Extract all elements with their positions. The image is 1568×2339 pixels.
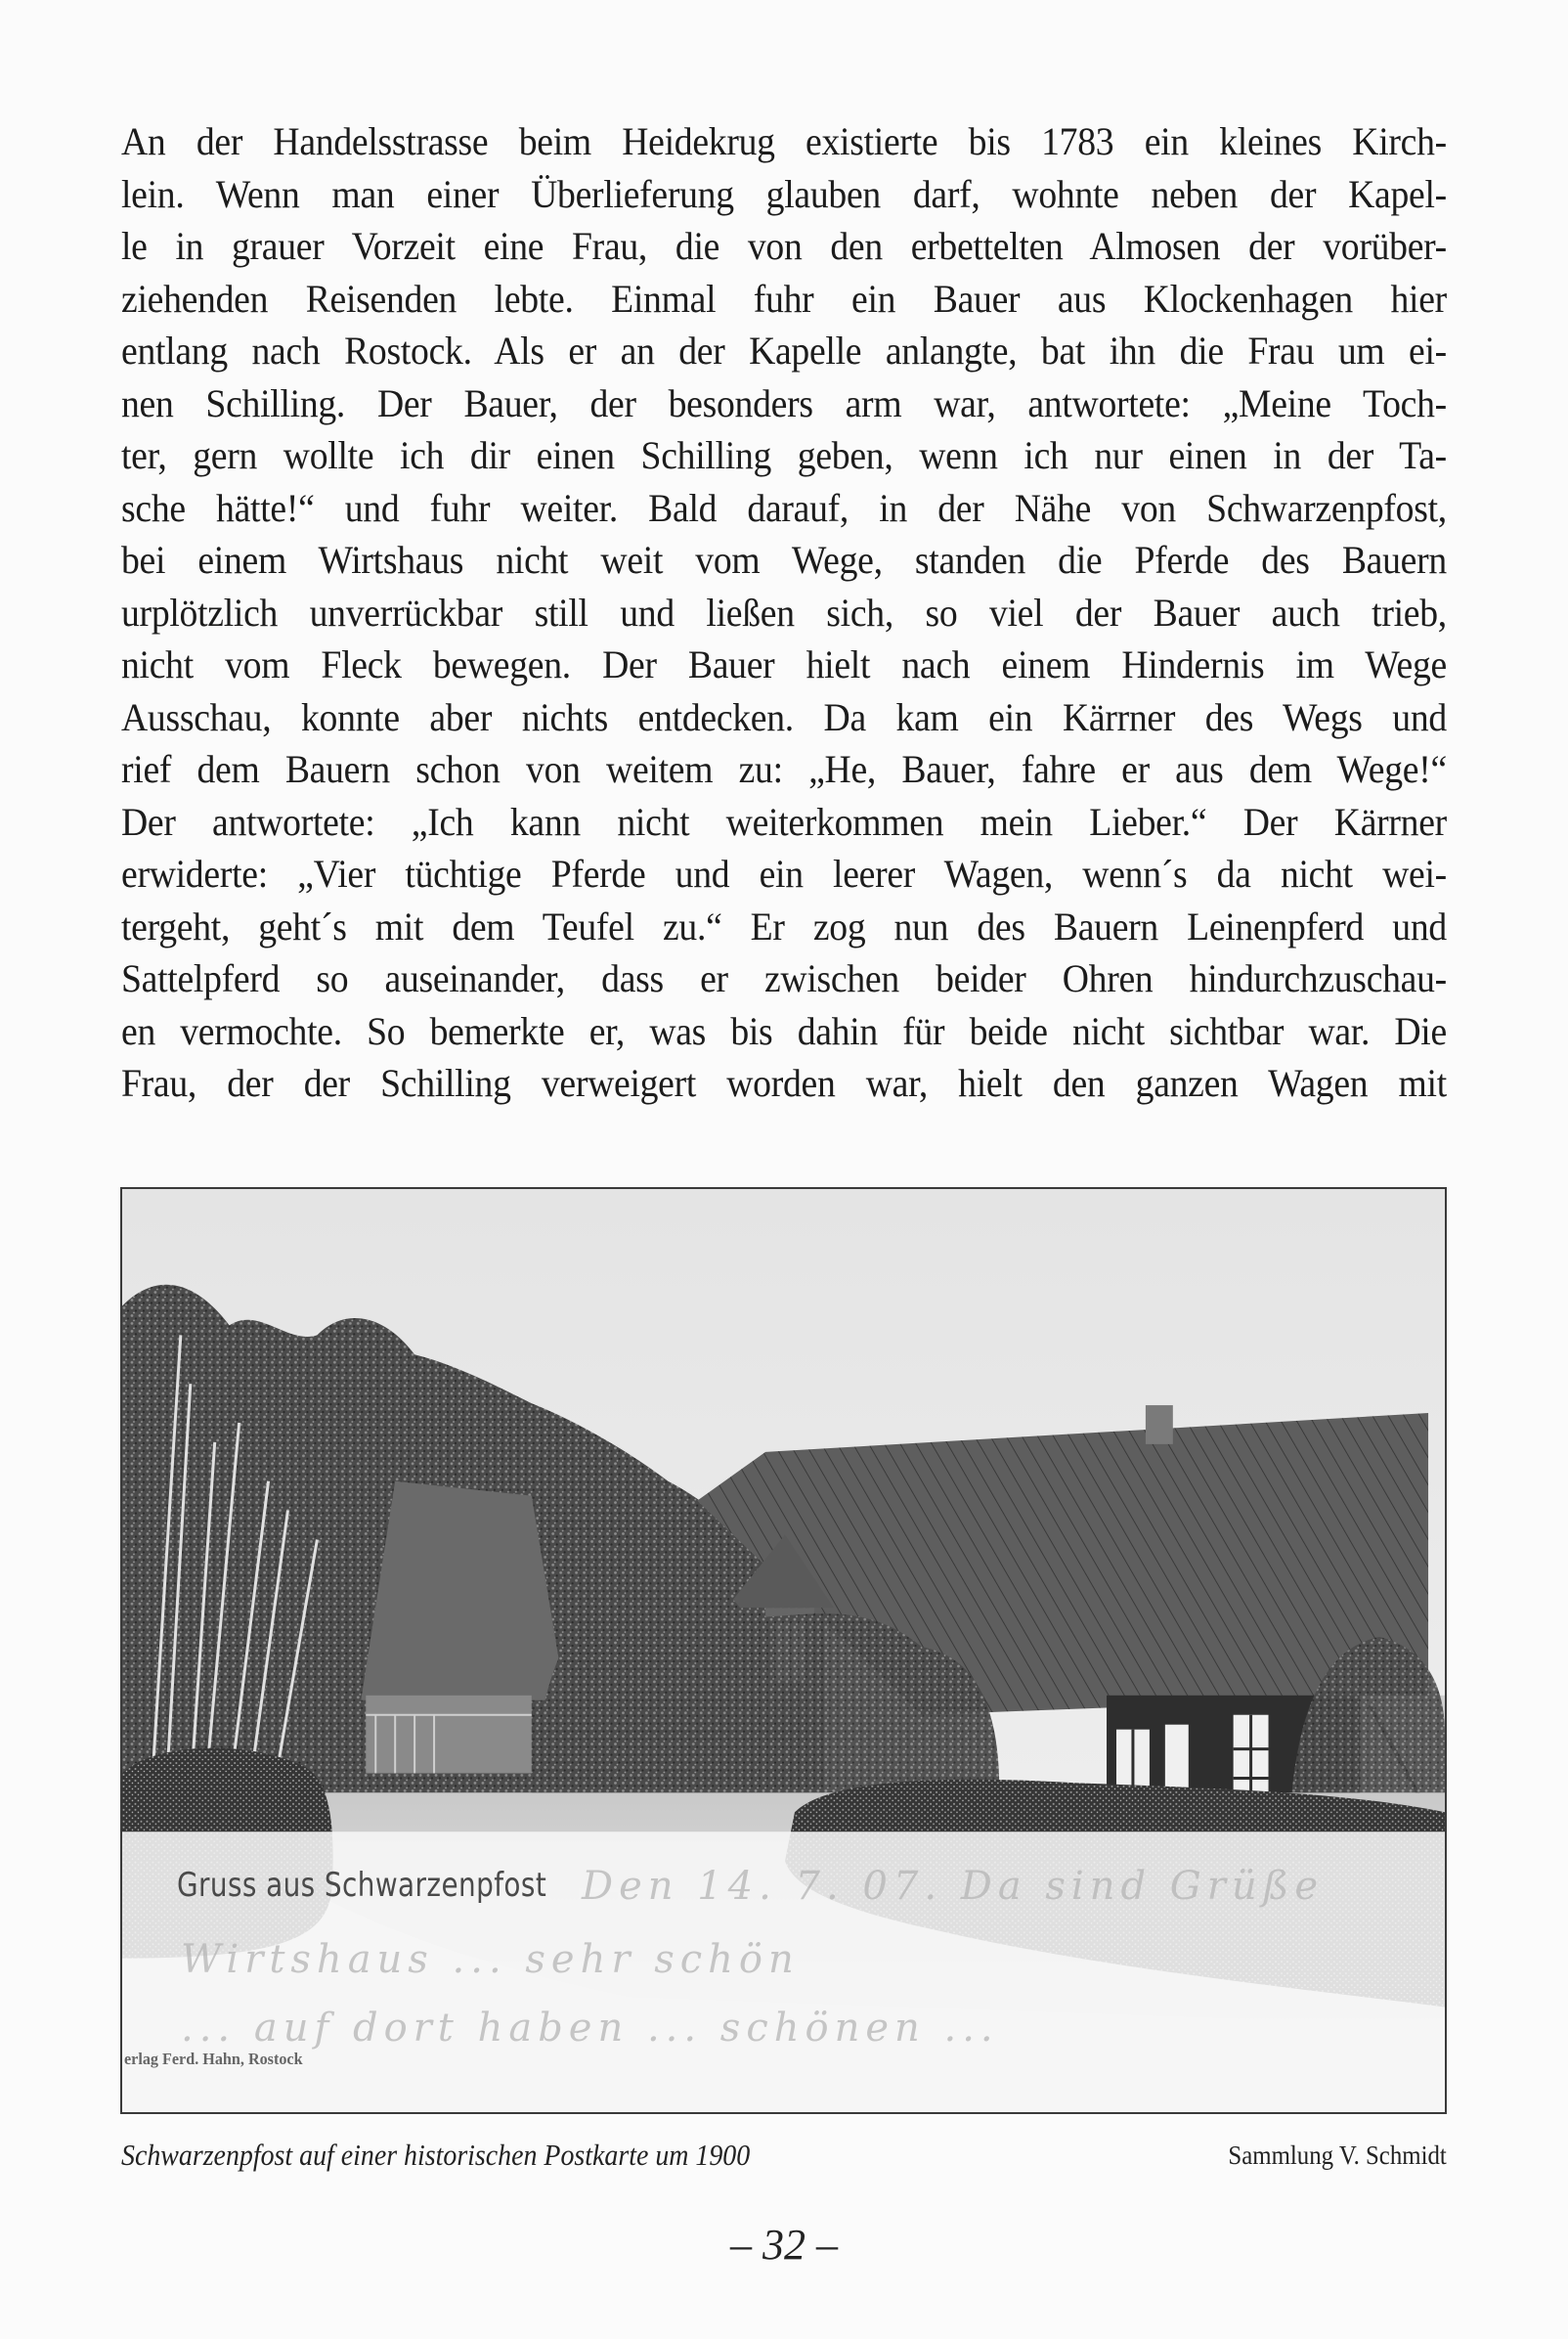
- text-line: nen Schilling. Der Bauer, der besonders arm war, antwortete: „Meine Toch-: [121, 380, 1447, 425]
- text-line: Sattelpferd so auseinander, dass er zwischen beider Ohren hindurchzuschau-: [121, 956, 1447, 1000]
- text-line: urplötzlich unverrückbar still und ließen sich, so viel der Bauer auch trieb,: [121, 590, 1447, 635]
- postcard-publisher: erlag Ferd. Hahn, Rostock: [124, 2050, 303, 2068]
- text-line: Ausschau, konnte aber nichts entdecken. Da kam ein Kärrner des Wegs und: [121, 694, 1447, 739]
- text-line: An der Handelsstrasse beim Heidekrug existierte bis 1783 ein kleines Kirch-: [121, 119, 1447, 163]
- handwritten-note: Wirtshaus ... sehr schön: [181, 1937, 800, 1982]
- text-line: rief dem Bauern schon von weitem zu: „He, Bauer, fahre er aus dem Wege!“: [121, 747, 1447, 791]
- handwritten-note: Den 14. 7. 07. Da sind Grüße: [582, 1864, 1325, 1909]
- text-line: nicht vom Fleck bewegen. Der Bauer hielt nach einem Hindernis im Wege: [121, 642, 1447, 686]
- handwritten-note: ... auf dort haben ... schönen ...: [181, 2006, 999, 2051]
- text-line: entlang nach Rostock. Als er an der Kapelle anlangte, bat ihn die Frau um ei-: [121, 329, 1447, 373]
- text-line: ter, gern wollte ich dir einen Schilling geben, wenn ich nur einen in der Ta-: [121, 433, 1447, 477]
- text-line: tergeht, geht´s mit dem Teufel zu.“ Er zog nun des Bauern Leinenpferd und: [121, 904, 1447, 949]
- text-line: Frau, der der Schilling verweigert worden war, hielt den ganzen Wagen mit: [121, 1061, 1447, 1105]
- body-text: [121, 115, 1447, 1110]
- postcard-title: Gruss aus Schwarzenpfost: [177, 1866, 547, 1905]
- text-line: lein. Wenn man einer Überlieferung glauben darf, wohnte neben der Kapel-: [121, 171, 1447, 216]
- text-line: ziehenden Reisenden lebte. Einmal fuhr ein Bauer aus Klockenhagen hier: [121, 276, 1447, 321]
- text-line: Der antwortete: „Ich kann nicht weiterkommen mein Lieber.“ Der Kärrner: [121, 799, 1447, 844]
- text-line: bei einem Wirtshaus nicht weit vom Wege, standen die Pferde des Bauern: [121, 538, 1447, 582]
- figure-credit: Sammlung V. Schmidt: [1228, 2140, 1447, 2170]
- text-line: sche hätte!“ und fuhr weiter. Bald darauf, in der Nähe von Schwarzenpfost,: [121, 485, 1447, 530]
- historic-postcard-photo: [120, 1187, 1447, 2114]
- chimney: [1146, 1405, 1173, 1444]
- barn-wall: [366, 1696, 531, 1774]
- figure-caption: Schwarzenpfost auf einer historischen Postkarte um 1900: [121, 2138, 751, 2172]
- page-number: – 32 –: [730, 2221, 838, 2269]
- text-line: erwiderte: „Vier tüchtige Pferde und ein leerer Wagen, wenn´s da nicht wei-: [121, 852, 1447, 896]
- text-line: le in grauer Vorzeit eine Frau, die von den erbettelten Almosen der vorüber-: [121, 224, 1447, 268]
- text-line: en vermochte. So bemerkte er, was bis dahin für beide nicht sichtbar war. Die: [121, 1008, 1447, 1053]
